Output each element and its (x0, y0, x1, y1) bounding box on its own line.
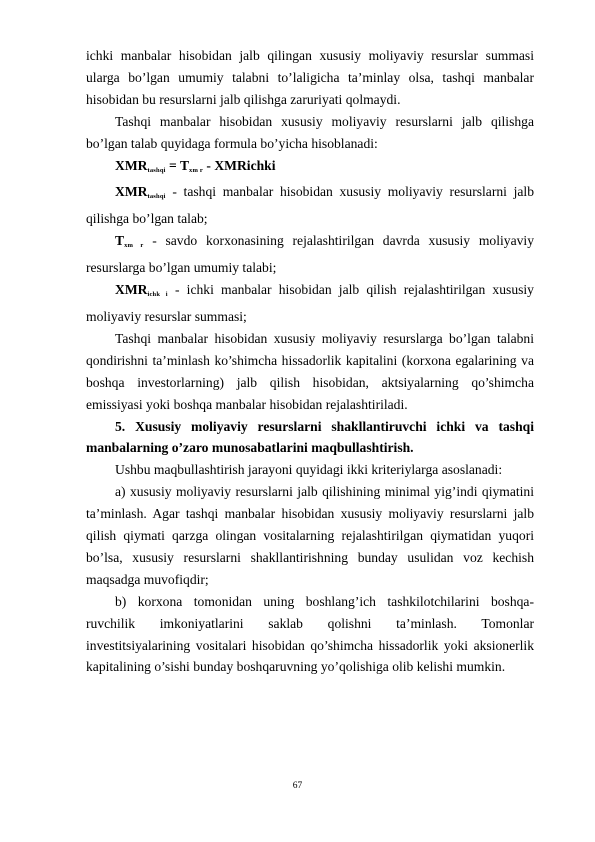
formula-lhs: XMR (115, 157, 148, 173)
list-item-b: b) korxona tomonidan uning boshlang’ich tashkilotchilarini boshqa-ruvchilik imkoniyatlarini saklab qolishni ta’minlash. Tomonlar investitsiyalarining vositalari hisobidan qo’shimcha hissadorlik yoki aksionerlik kapitalining o’sishi bunday boshqaruvning yo’qolishiga olib kelishi mumkin. (86, 593, 534, 675)
definition-subscript: tashqi (147, 193, 166, 201)
definition-text: - savdo korxonasining rejalashtirilgan davrda xususiy moliyaviy resurslarga bo’lgan umumiy talabi; (86, 233, 534, 276)
definition-subscript: xm r (124, 242, 144, 250)
formula-lhs-subscript: tashqi (147, 166, 166, 174)
paragraph-external-sources: Tashqi manbalar hisobidan xususiy moliyaviy resurslarga bo’lgan talabni qondirishni ta’minlash ko’shimcha hissadorlik kapitalini (korxona egalarining va boshqa investorlarning) jalb qilish hisobidan, aktsiyalarning qo’shimcha emissiyasi yoki boshqa manbalar hisobidan rejalashtiriladi. (86, 330, 534, 412)
formula-t-subscript: xm r (189, 166, 204, 174)
definition-text: - tashqi manbalar hisobidan xususiy moliyaviy resurslarni jalb qilishga bo’lgan talab; (86, 184, 534, 227)
page-number: 67 (292, 781, 303, 791)
definition-xmr-tashqi (86, 181, 534, 230)
definition-t-xmr (86, 230, 534, 279)
definition-term: T (115, 233, 125, 249)
page-body (86, 45, 534, 678)
formula-rest: - XMRichki (203, 157, 276, 173)
formula-equals: = T (165, 157, 190, 173)
definition-xmr-ichki (86, 279, 534, 328)
formula-line (86, 155, 534, 182)
definition-text: - ichki manbalar hisobidan jalb qilish rejalashtirilgan xususiy moliyaviy resurslar summasi; (86, 282, 534, 324)
list-item-a: a) xususiy moliyaviy resurslarni jalb qilishining minimal yig’indi qiymatini ta’minlash. Agar tashqi manbalar hisobidan xususiy moliyaviy resurslarni jalb qilish qiymati qarzga olingan vositalarning rejalashtirilgan qiymatidan yuqori bo’lsa, xususiy resurslarni shakllantirishning bunday usulidan voz kechish maqsadga muvofiqdir; (86, 484, 534, 587)
definition-subscript: ichk i (147, 291, 168, 299)
section-heading: 5. Xususiy moliyaviy resurslarni shakllantiruvchi ichki va tashqi manbalarning o’zaro munosabatlarini maqbullashtirish. (86, 418, 534, 456)
paragraph-criteria-intro: Ushbu maqbullashtirish jarayoni quyidagi ikki kriteriylarga asoslanadi: (115, 462, 503, 478)
definition-term: XMR (115, 282, 148, 298)
definition-term: XMR (115, 184, 148, 200)
paragraph-formula-intro: Tashqi manbalar hisobidan xususiy moliyaviy resurslarni jalb qilishga bo’lgan talab quyidaga formula bo’yicha hisoblanadi: (86, 113, 534, 151)
paragraph-continuation: ichki manbalar hisobidan jalb qilingan xususiy moliyaviy resurslar summasi ularga bo’lgan umumiy talabni to’laligicha ta’minlay olsa, tashqi manbalar hisobidan bu resurslarni jalb qilishga zaruriyati qolmaydi. (86, 48, 534, 107)
